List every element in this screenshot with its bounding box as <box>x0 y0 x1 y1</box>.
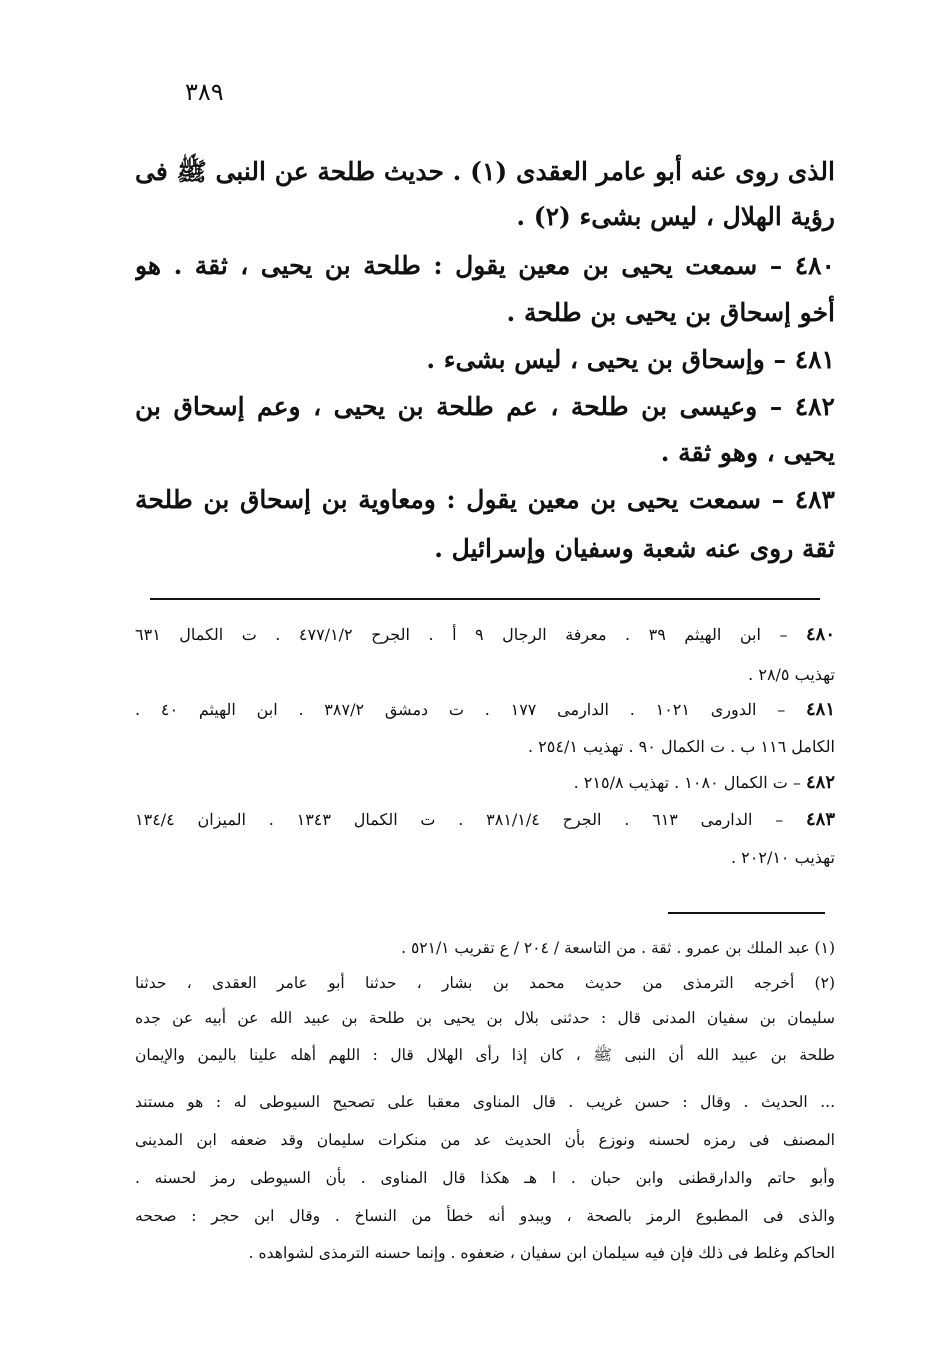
reference-text: – ابن الهيثم ٣٩ . معرفة الرجال ٩ أ . الجرح ٤٧٧/١/٢ . ت الكمال ٦٣١ <box>135 625 806 644</box>
main-text-line: رؤية الهلال ، ليس بشىء (٢) . <box>516 202 835 231</box>
footnote-line: سليمان بن سفيان المدنى قال : حدثنى بلال بن يحيى بن طلحة بن عبيد الله عن أبيه عن جده <box>135 1009 835 1027</box>
reference-text: – الدورى ١٠٢١ . الدارمى ١٧٧ . ت دمشق ٣٨٧/٢ . ابن الهيثم ٤٠ . <box>135 700 806 719</box>
footnote-line: (٢) أخرجه الترمذى من حديث محمد بن بشار ، حدثنا أبو عامر العقدى ، حدثنا <box>135 974 835 992</box>
main-text-line: أخو إسحاق بن يحيى بن طلحة . <box>506 298 835 327</box>
footnote-line: (١) عبد الملك بن عمرو . ثقة . من التاسعة / ٢٠٤ / ع تقريب ٥٢١/١ . <box>401 939 835 957</box>
main-text-line: يحيى ، وهو ثقة . <box>660 438 835 467</box>
footnote-line: المصنف فى رمزه لحسنه ونوزع بأن الحديث عد من منكرات سليمان وقد ضعفه ابن المدينى <box>135 1131 835 1149</box>
footnote-separator <box>668 912 825 914</box>
reference-line <box>135 660 835 690</box>
reference-line <box>135 695 835 725</box>
reference-text: – الدارمى ٦١٣ . الجرح ٣٨١/١/٤ . ت الكمال ١٣٤٣ . الميزان ١٣٤/٤ <box>135 810 806 829</box>
reference-text: تهذيب ٢٠٢/١٠ . <box>730 848 835 867</box>
main-text-line: الذى روى عنه أبو عامر العقدى (١) . حديث طلحة عن النبى ﷺ فى <box>135 157 835 186</box>
reference-number: ٤٨١ <box>805 699 835 720</box>
reference-line <box>135 843 835 873</box>
main-text-line: ٤٨٠ – سمعت يحيى بن معين يقول : طلحة بن يحيى ، ثقة . هو <box>135 251 835 280</box>
reference-text: تهذيب ٢٨/٥ . <box>748 665 835 684</box>
reference-text: – ت الكمال ١٠٨٠ . تهذيب ٢١٥/٨ . <box>573 773 806 792</box>
reference-line <box>135 805 835 835</box>
footnote-line: وأبو حاتم والدارقطنى وابن حبان . ا هـ هكذا قال المناوى . بأن السيوطى رمز لحسنه . <box>135 1169 835 1187</box>
main-text-line: ٤٨٢ – وعيسى بن طلحة ، عم طلحة بن يحيى ، وعم إسحاق بن <box>135 392 835 421</box>
reference-line <box>135 620 835 650</box>
reference-text: الكامل ١١٦ ب . ت الكمال ٩٠ . تهذيب ٢٥٤/١ . <box>528 737 835 756</box>
footnote-line: والذى فى المطبوع الرمز بالصحة ، ويبدو أنه خطأ من النساخ . وقال ابن حجر : صححه <box>135 1207 835 1225</box>
reference-line <box>135 768 835 798</box>
footnote-line: الحاكم وغلط فى ذلك فإن فيه سيلمان ابن سفيان ، ضعفوه . وإنما حسنه الترمذى لشواهده . <box>248 1244 835 1262</box>
reference-number: ٤٨٢ <box>805 772 835 793</box>
main-text-line: ثقة روى عنه شعبة وسفيان وإسرائيل . <box>434 534 835 563</box>
page-number: ٣٨٩ <box>185 78 224 106</box>
reference-number: ٤٨٣ <box>806 809 835 830</box>
main-text-line: ٤٨٣ – سمعت يحيى بن معين يقول : ومعاوية بن إسحاق بن طلحة <box>135 485 835 514</box>
separator-rule <box>150 598 820 600</box>
main-text-line: ٤٨١ – وإسحاق بن يحيى ، ليس بشىء . <box>426 345 835 374</box>
reference-number: ٤٨٠ <box>805 624 835 645</box>
reference-line <box>135 732 835 762</box>
footnote-line: ... الحديث . وقال : حسن غريب . قال المناوى معقبا على تصحيح السيوطى له : هو مستند <box>135 1093 835 1111</box>
footnote-line: طلحة بن عبيد الله أن النبى ﷺ ، كان إذا رأى الهلال قال : اللهم أهله علينا باليمن والإيمان <box>135 1046 835 1064</box>
